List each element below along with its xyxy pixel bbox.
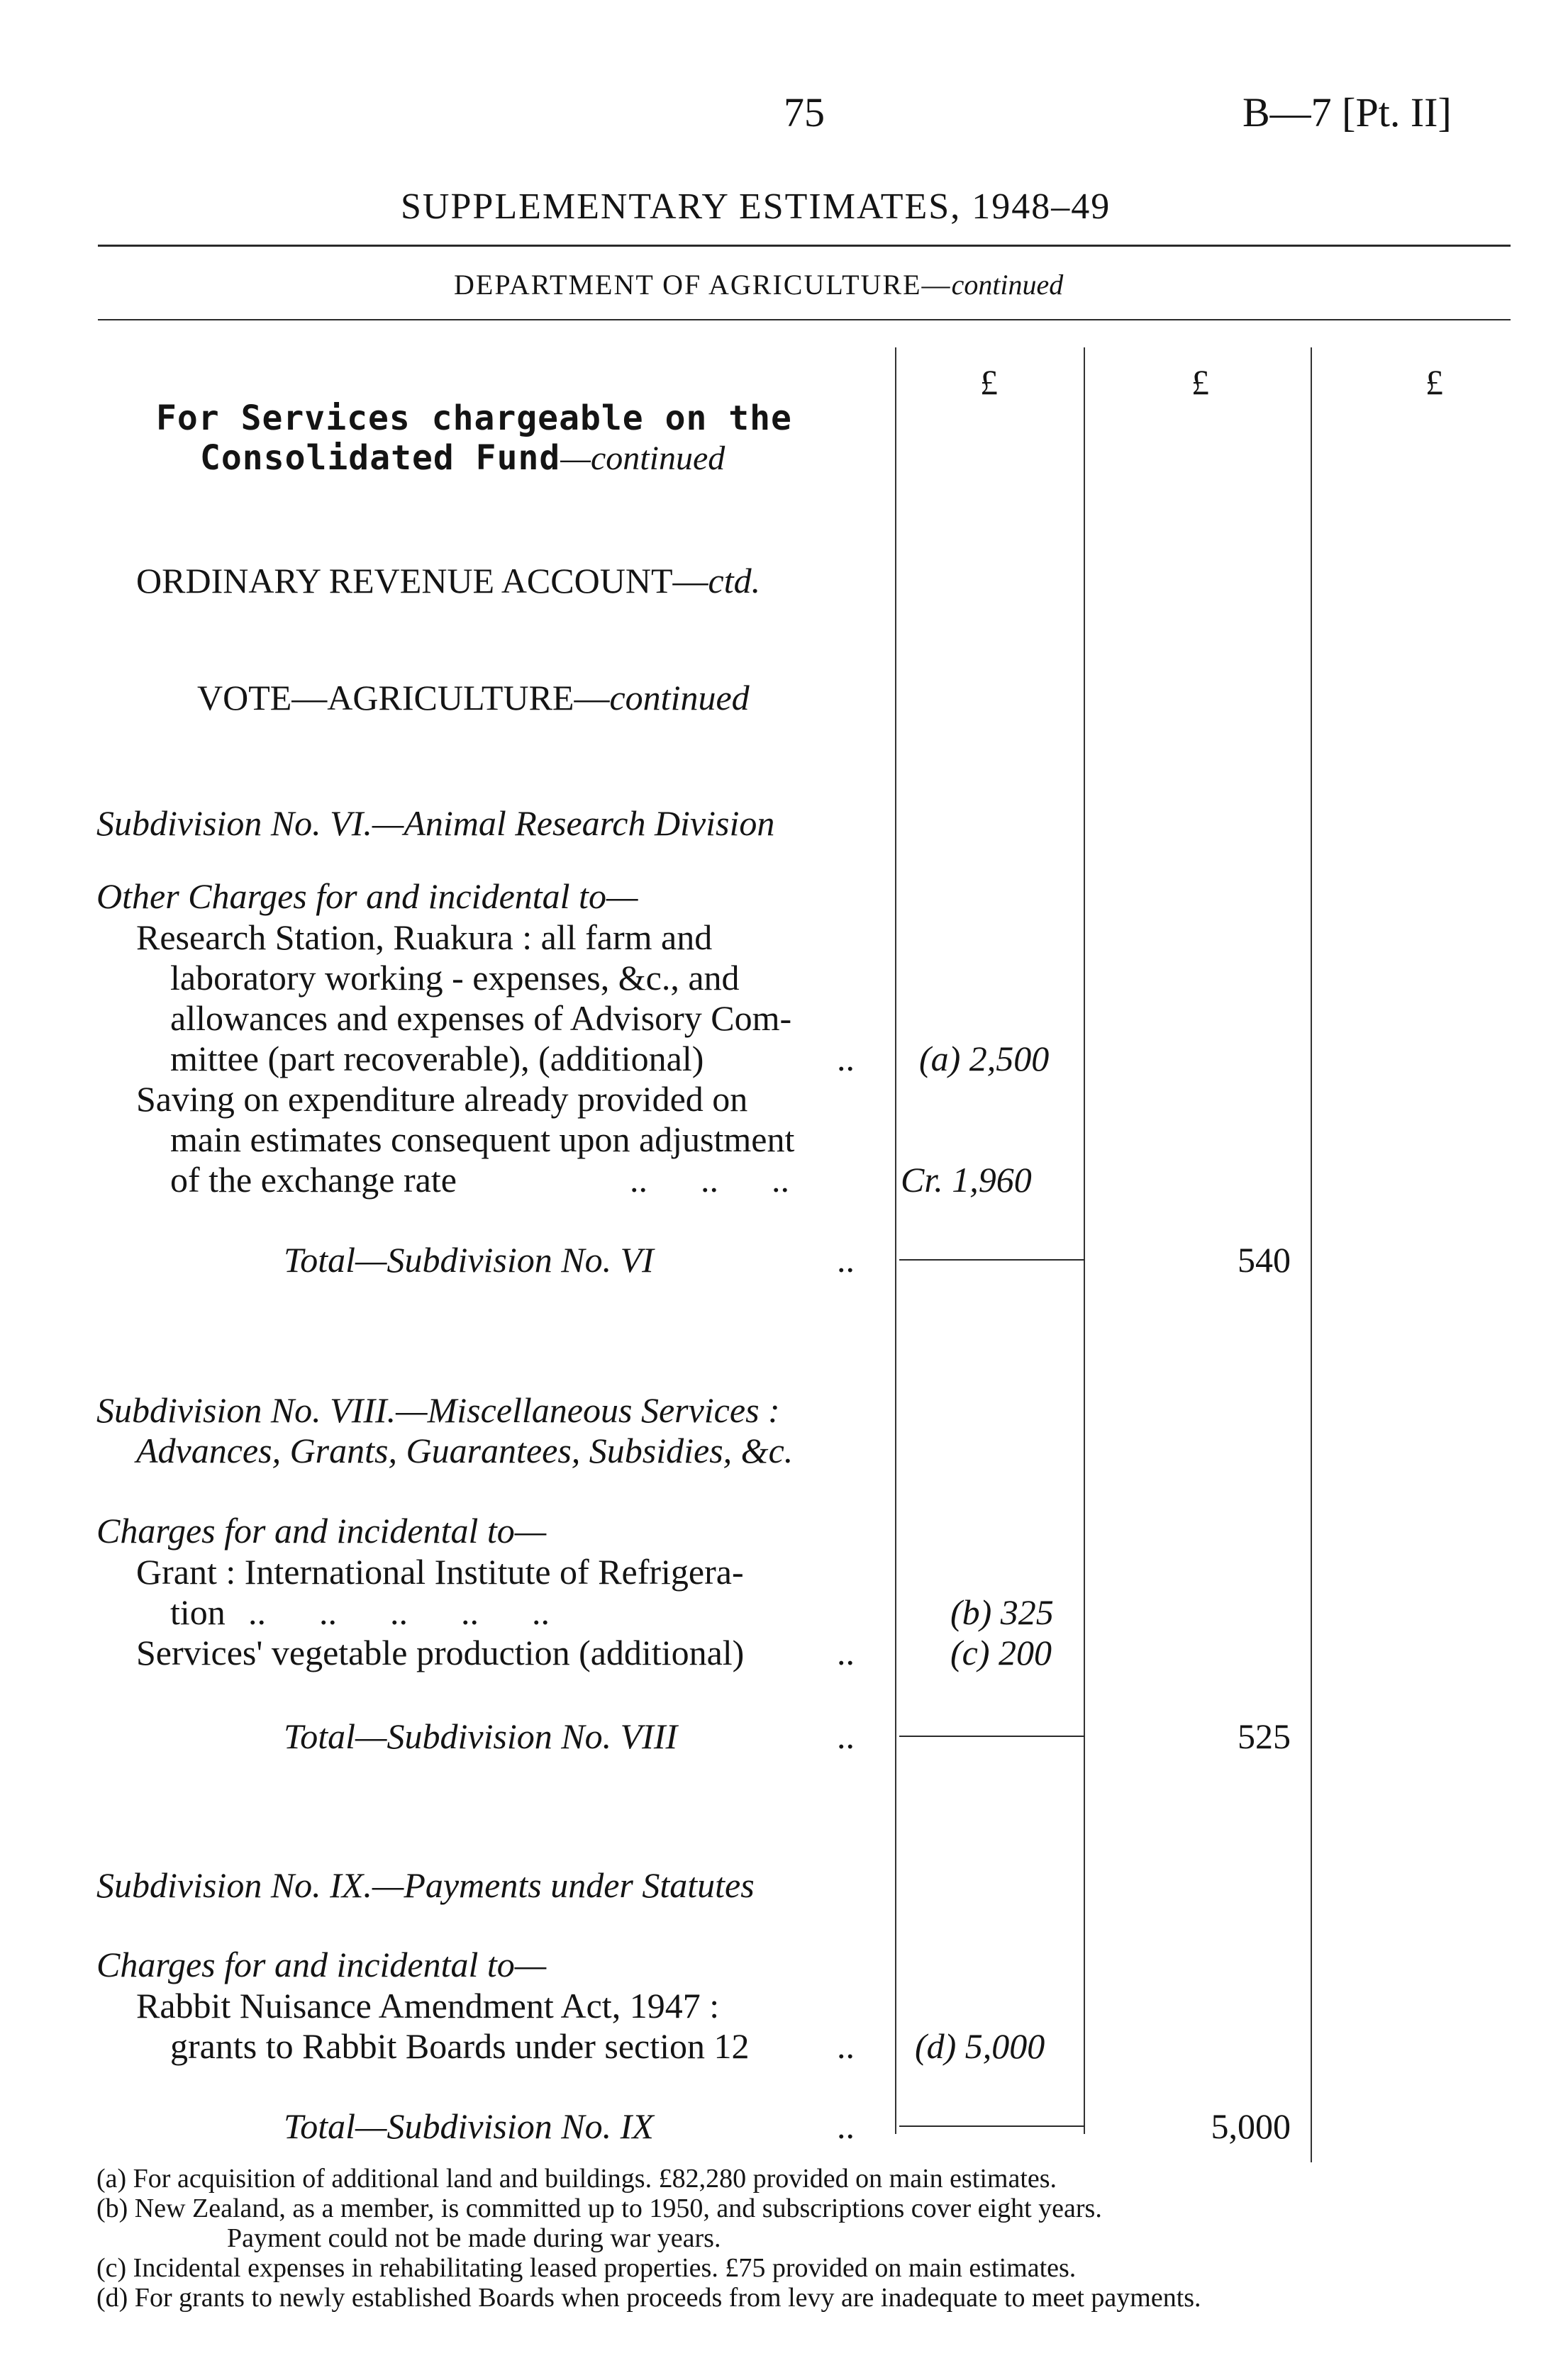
sub8-heading-line2: Advances, Grants, Guarantees, Subsidies, &c. (136, 1431, 794, 1470)
column-rule-1 (895, 347, 896, 2134)
footnote-b-line1: (b) New Zealand, as a member, is committed up to 1950, and subscriptions cover eight years. (96, 2194, 1102, 2223)
account-heading (136, 560, 760, 601)
sub8-item1-amount: (b) 325 (950, 1592, 1054, 1632)
sub8-total-dots: .. (837, 1716, 855, 1756)
services-heading-line2 (200, 438, 725, 478)
sub8-charges-heading: Charges for and incidental to— (96, 1511, 547, 1551)
sub6-item2-dots: .. .. .. (630, 1160, 789, 1200)
account-name: ORDINARY REVENUE ACCOUNT— (136, 561, 708, 600)
sub8-item2: Services' vegetable production (additional) (136, 1633, 745, 1672)
sub9-total-label: Total—Subdivision No. IX (284, 2106, 654, 2146)
column-header-1: £ (980, 362, 998, 402)
sub8-item1-line1: Grant : International Institute of Refrigera- (136, 1552, 744, 1592)
sub6-item1-line4: mittee (part recoverable), (additional) (170, 1039, 704, 1078)
column-header-3: £ (1425, 362, 1443, 402)
sub8-heading-line1: Subdivision No. VIII.—Miscellaneous Services : (96, 1390, 780, 1430)
sub9-item1-line2: grants to Rabbit Boards under section 12 (170, 2026, 750, 2066)
sub8-item2-amount: (c) 200 (950, 1633, 1052, 1672)
services-continued: —continued (560, 440, 725, 477)
department-rule (98, 319, 1511, 320)
sub8-total-label: Total—Subdivision No. VIII (284, 1716, 678, 1756)
sub8-total: 525 (1238, 1716, 1291, 1756)
footnote-d: (d) For grants to newly established Boards when proceeds from levy are inadequate to meet payments. (96, 2283, 1201, 2313)
sub8-item2-dots: .. (837, 1633, 855, 1672)
sub8-total-rule (899, 1736, 1085, 1737)
department-continued: continued (951, 269, 1064, 301)
sub6-item1-line2: laboratory working - expenses, &c., and (170, 958, 740, 998)
footnote-c: (c) Incidental expenses in rehabilitating leased properties. £75 provided on main estimates. (96, 2253, 1077, 2283)
sub6-item1-dots: .. (837, 1039, 855, 1078)
sub8-item1-line2: tion (170, 1592, 226, 1632)
sub9-item1-amount: (d) 5,000 (915, 2026, 1045, 2066)
sub6-item1-line3: allowances and expenses of Advisory Com- (170, 998, 792, 1038)
footnote-a: (a) For acquisition of additional land and buildings. £82,280 provided on main estimates. (96, 2164, 1057, 2194)
sub6-item2-line3: of the exchange rate (170, 1160, 457, 1200)
sub9-total-rule (899, 2125, 1085, 2127)
department-name: DEPARTMENT OF AGRICULTURE— (454, 269, 952, 301)
sub9-total: 5,000 (1211, 2106, 1291, 2146)
sub6-item2-line1: Saving on expenditure already provided on (136, 1079, 748, 1119)
vote-name: VOTE—AGRICULTURE— (197, 678, 610, 717)
sub6-item1-amount-text: (a) 2,500 (919, 1039, 1050, 1078)
sub9-item1-line1: Rabbit Nuisance Amendment Act, 1947 : (136, 1986, 720, 2026)
column-rule-3 (1311, 347, 1312, 2162)
page-title: SUPPLEMENTARY ESTIMATES, 1948–49 (401, 186, 1111, 227)
sub9-total-dots: .. (837, 2106, 855, 2146)
sub6-total-rule (899, 1259, 1085, 1261)
consolidated-fund: Consolidated Fund (200, 438, 561, 478)
sub9-heading: Subdivision No. IX.—Payments under Statutes (96, 1865, 755, 1905)
vote-heading (197, 677, 750, 718)
sub9-item1-dots: .. (837, 2026, 855, 2066)
footnote-b-line2: Payment could not be made during war years. (227, 2223, 721, 2253)
sub6-item2-amount: Cr. 1,960 (901, 1160, 1032, 1200)
sub6-heading: Subdivision No. VI.—Animal Research Division (96, 803, 775, 843)
sub6-item1-line1: Research Station, Ruakura : all farm and (136, 917, 713, 957)
sub6-total-label: Total—Subdivision No. VI (284, 1240, 654, 1280)
document-reference: B—7 [Pt. II] (1242, 89, 1452, 135)
column-rule-2 (1084, 347, 1085, 2134)
services-heading-line1: For Services chargeable on the (156, 398, 792, 438)
sub9-charges-heading: Charges for and incidental to— (96, 1945, 547, 1984)
column-header-2: £ (1191, 362, 1209, 402)
sub8-item1-dots: .. .. .. .. .. (248, 1592, 550, 1632)
sub6-item1-amount (919, 1038, 1049, 1079)
account-suffix: ctd. (708, 561, 761, 600)
sub6-total: 540 (1238, 1240, 1291, 1280)
vote-suffix: continued (609, 678, 750, 717)
page-number: 75 (784, 89, 825, 135)
sub6-item2-line2: main estimates consequent upon adjustment (170, 1119, 795, 1159)
department-heading (454, 268, 1063, 301)
sub6-total-dots: .. (837, 1240, 855, 1280)
sub6-charges-heading: Other Charges for and incidental to— (96, 876, 638, 916)
title-rule (98, 245, 1511, 247)
